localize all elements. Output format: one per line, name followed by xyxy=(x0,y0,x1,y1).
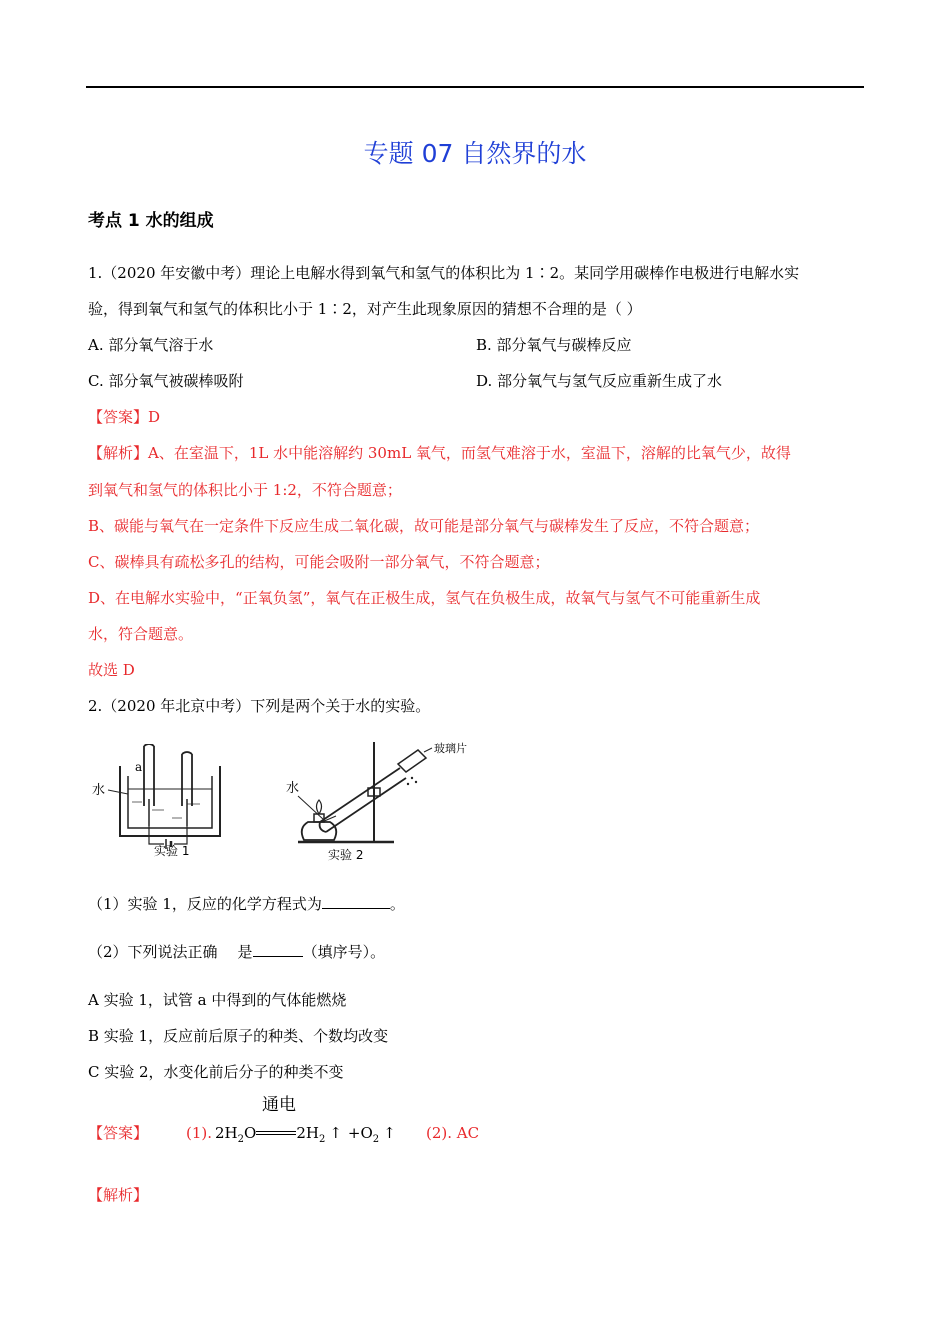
exp1-caption: 实验 1 xyxy=(154,844,190,858)
q1-option-d: D. 部分氧气与氢气反应重新生成了水 xyxy=(476,372,723,390)
q1-analysis-label: 【解析】 xyxy=(88,444,149,462)
q2-sub1-text: （1）实验 1，反应的化学方程式为 xyxy=(88,895,322,913)
q1-stem-line1: 1.（2020 年安徽中考）理论上电解水得到氧气和氢气的体积比为 1∶2。某同学用碳棒作电极进行电解水实 xyxy=(88,264,800,282)
q2-sub2 xyxy=(88,941,385,963)
eq-product1-arrow: ↑ xyxy=(329,1124,342,1142)
exp1-water-label: 水 xyxy=(92,783,106,798)
q2-equation xyxy=(215,1122,396,1151)
q1-stem-line2: 验，得到氧气和氢气的体积比小于 1∶2，对产生此现象原因的猜想不合理的是（ ） xyxy=(88,300,642,318)
q2-sub2-blank xyxy=(253,941,303,957)
q2-sub2-end: （填序号）。 xyxy=(302,943,386,961)
experiment2-figure xyxy=(284,738,467,864)
eq-product2-sub: 2 xyxy=(372,1134,380,1145)
q1-answer xyxy=(88,406,160,428)
q1-analysis-line4: C、碳棒具有疏松多孔的结构，可能会吸附一部分氧气，不符合题意； xyxy=(88,553,550,571)
eq-reactant-sub: 2 xyxy=(237,1134,244,1145)
exp1-tube-a-label: a xyxy=(135,760,143,774)
exp2-glass-label: 玻璃片 xyxy=(434,742,467,755)
q2-analysis-label: 【解析】 xyxy=(88,1186,149,1204)
eq-reactant-tail: O xyxy=(244,1124,257,1142)
q2-sub2-text-a: （2）下列说法正确 xyxy=(88,943,218,961)
experiment1-figure xyxy=(92,744,232,864)
eq-condition: 通电 xyxy=(262,1095,296,1115)
exp2-caption: 实验 2 xyxy=(328,848,364,862)
q2-sub1-blank xyxy=(322,893,390,909)
header-rule xyxy=(86,86,864,88)
eq-product1-coef: 2H xyxy=(296,1124,319,1142)
q2-sub1-end: 。 xyxy=(389,895,405,913)
q2-stem: 2.（2020 年北京中考）下列是两个关于水的实验。 xyxy=(88,697,431,715)
q1-option-b: B. 部分氧气与碳棒反应 xyxy=(476,336,632,354)
q2-answer-part1: (1). xyxy=(186,1124,213,1142)
q1-option-a: A. 部分氧气溶于水 xyxy=(88,336,214,354)
q1-analysis-line5: D、在电解水实验中，“正氧负氢”，氧气在正极生成，氢气在负极生成，故氧气与氢气不可能重新生成 xyxy=(88,589,761,607)
q2-answer-label: 【答案】 xyxy=(88,1124,149,1142)
q1-answer-label: 【答案】 xyxy=(88,408,149,426)
section-heading: 考点 1 水的组成 xyxy=(88,211,214,231)
q1-answer-value: D xyxy=(148,408,161,426)
q2-answer-part2: (2). AC xyxy=(426,1124,480,1142)
q1-option-c: C. 部分氧气被碳棒吸附 xyxy=(88,372,244,390)
q2-choice-b: B 实验 1，反应前后原子的种类、个数均改变 xyxy=(88,1027,389,1045)
eq-condition-arrow xyxy=(256,1129,296,1139)
q1-conclusion: 故选 D xyxy=(88,661,135,679)
eq-plus: +O xyxy=(347,1124,373,1142)
q1-analysis-line1 xyxy=(88,442,791,464)
eq-reactant-coef: 2H xyxy=(215,1124,238,1142)
page-title: 专题 07 自然界的水 xyxy=(363,139,587,168)
q1-analysis-line3: B、碳能与氧气在一定条件下反应生成二氧化碳，故可能是部分氧气与碳棒发生了反应，不符合题意； xyxy=(88,517,760,535)
q1-analysis-line2: 到氧气和氢气的体积比小于 1:2，不符合题意； xyxy=(88,481,402,499)
q1-analysis-text: A、在室温下，1L 水中能溶解约 30mL 氧气，而氢气难溶于水，室温下，溶解的比氧气少，故得 xyxy=(148,444,791,462)
eq-product1-sub: 2 xyxy=(318,1134,326,1145)
q1-analysis-line6: 水，符合题意。 xyxy=(88,625,194,643)
q2-sub2-text-b: 是 xyxy=(237,943,253,961)
q2-choice-c: C 实验 2，水变化前后分子的种类不变 xyxy=(88,1063,344,1081)
eq-product2-arrow: ↑ xyxy=(383,1124,396,1142)
q2-sub1 xyxy=(88,893,405,915)
q2-choice-a: A 实验 1，试管 a 中得到的气体能燃烧 xyxy=(88,991,347,1009)
exp2-water-label: 水 xyxy=(286,781,300,796)
